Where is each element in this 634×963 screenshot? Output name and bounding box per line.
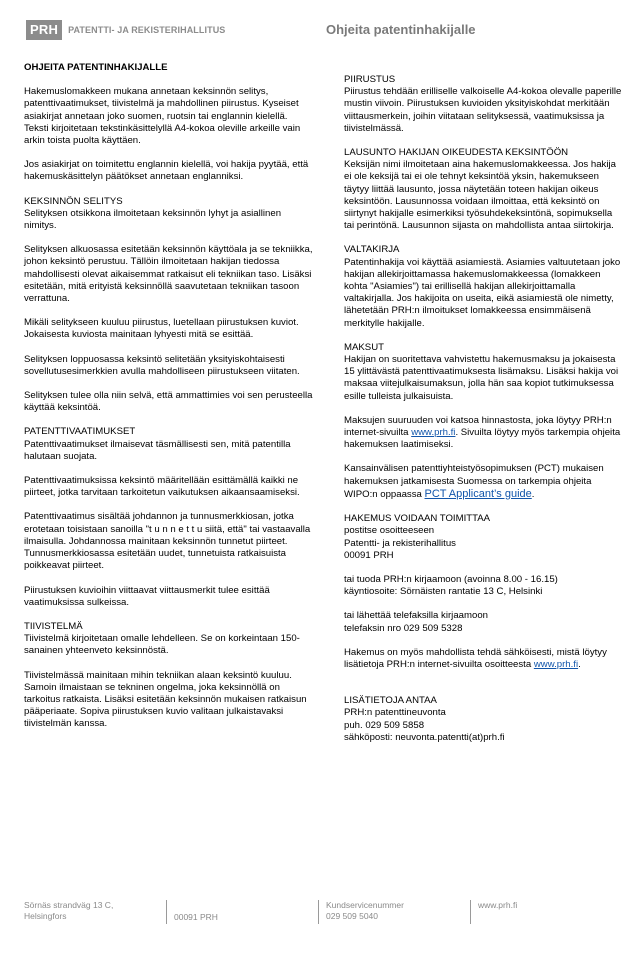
page-header <box>0 0 634 50</box>
section-title-lisatietoja: LISÄTIETOJA ANTAA <box>344 695 437 707</box>
toimittaa-text-4a: Hakemus on myös mahdollista tehdä sähköisesti, mistä löytyy lisätietoja PRH:n internet-sivuilta osoitteesta <box>344 646 607 670</box>
section-title-piirustus: PIIRUSTUS <box>344 74 396 85</box>
footer-divider <box>470 900 471 924</box>
lisatietoja-contact: PRH:n patenttineuvonta puh. 029 509 5858 sähköposti: neuvonta.patentti(at)prh.fi <box>344 707 505 743</box>
lausunto-paragraph: Keksijän nimi ilmoitetaan aina hakemuslomakkeessa. Jos hakija ei ole keksijä tai ei ole tehnyt keksintöä yksin, hakemukseen täytyy liittää lausunto, jossa näytetään toteen hakijan oikeus keksintöön. Lausunnossa voidaan ilmoittaa, että keksintö on siirtynyt hakijalle esimerkiksi työsuhdekeksintönä, sopimuksella tai perintönä. Lausunnon sijasta on mahdollista antaa siirtokirja. <box>344 159 616 232</box>
footer-address: Sörnäs strandväg 13 C, Helsingfors <box>24 900 114 921</box>
maksut-text-2a: Maksujen suuruuden voi katsoa hinnastosta, joka löytyy PRH:n internet-sivuilta <box>344 414 612 439</box>
selitys-paragraph-3: Mikäli selitykseen kuuluu piirustus, luetellaan piirustuksen kuviot. Jokaisesta kuviosta mainitaan lyhyesti mitä se esittää. <box>24 317 299 341</box>
prh-logo <box>26 20 225 40</box>
section-title-selitys: KEKSINNÖN SELITYS <box>24 195 123 207</box>
main-heading: OHJEITA PATENTINHAKIJALLE <box>24 62 168 73</box>
tiivistelma-paragraph-2: Tiivistelmässä mainitaan mihin tekniikan alaan keksintö kuuluu. Samoin ilmaistaan se tekninen ongelma, joka keksinnöllä on tarkoitus ratkaista. Lisäksi esitetään keksinnön mukaisen ratkaisun pääperiaate. Sopiva piirustuksen kuvio valitaan julkaistavaksi tiivistelmän kanssa. <box>24 669 307 730</box>
right-column <box>344 74 624 756</box>
section-maksut <box>344 342 624 501</box>
left-column <box>24 62 314 743</box>
section-valtakirja <box>344 244 624 329</box>
piirustus-paragraph: Piirustus tehdään erilliselle valkoiselle A4-kokoa olevalle paperille mustin viivoin. Piirustuksen kuvioiden yksityiskohdat merkitään viittausmerkein, joihin viitataan selityksessä, vaatimuksissa ja tiivistelmässä. <box>344 86 622 134</box>
maksut-text-3b: . <box>531 488 535 500</box>
valtakirja-paragraph: Patentinhakija voi käyttää asiamiestä. Asiamies valtuutetaan joko hakijan allekirjoittamassa hakemuslomakkeessa (lomakkeen kohta "Asiamies") tai erillisellä hakijan allekirjoittamalla valtakirjalla. Jos hakijoita on useita, eikä asiamiestä ole nimetty, lähetetään PRH:n ilmoitukset lomakkeessa ensimmäisenä merkitylle hakijalle. <box>344 256 621 329</box>
vaatimukset-paragraph-4: Piirustuksen kuvioihin viittaavat viittausmerkit tulee esittää vaatimuksissa sulkeissa. <box>24 584 270 608</box>
vaatimukset-paragraph-2: Patenttivaatimuksissa keksintö määritellään esittämällä kaikki ne piirteet, jotka tarvitaan tarkoitetun vaikutuksen aikaansaamiseksi. <box>24 475 300 499</box>
vaatimukset-paragraph-1: Patenttivaatimukset ilmaisevat täsmällisesti sen, mitä patentilla halutaan suojata. <box>24 438 291 462</box>
toimittaa-text-4b: . <box>578 658 581 670</box>
section-toimittaa <box>344 513 624 671</box>
section-lisatietoja <box>344 695 624 744</box>
selitys-paragraph-4: Selityksen loppuosassa keksintö selitetään yksityiskohtaisesti sovellutusesimerkkien avulla mahdolliseen piirustukseen viitaten. <box>24 353 300 377</box>
toimittaa-electronic <box>344 647 624 671</box>
logo-abbr: PRH <box>26 20 62 40</box>
section-title-lausunto: LAUSUNTO HAKIJAN OIKEUDESTA KEKSINTÖÖN <box>344 147 569 159</box>
tiivistelma-paragraph-1: Tiivistelmä kirjoitetaan omalle lehdelleen. Se on korkeintaan 150-sanainen yhteenveto keksinnöstä. <box>24 633 300 657</box>
page-footer <box>0 900 634 940</box>
footer-service: Kundservicenummer 029 509 5040 <box>326 900 404 921</box>
maksut-paragraph-2 <box>344 415 624 452</box>
intro-paragraph-1: Hakemuslomakkeen mukana annetaan keksinnön selitys, patenttivaatimukset, tiivistelmä ja mahdollinen piirustus. Kyseiset asiakirjat annetaan joko suomen, ruotsin tai englannin kielellä. Teksti kirjoitetaan tekstinkäsittelyllä A4-kokoa oleville arkeille vain arkin toista puolta käyttäen. <box>24 86 301 147</box>
selitys-paragraph-5: Selityksen tulee olla niin selvä, että ammattimies voi sen perusteella käyttää keksintöä. <box>24 390 313 414</box>
section-title-vaatimukset: PATENTTIVAATIMUKSET <box>24 426 136 438</box>
section-title-tiivistelma: TIIVISTELMÄ <box>24 620 83 632</box>
footer-divider <box>318 900 319 924</box>
maksut-paragraph-3 <box>344 463 624 501</box>
section-title-toimittaa: HAKEMUS VOIDAAN TOIMITTAA <box>344 513 491 525</box>
section-title-maksut: MAKSUT <box>344 341 384 353</box>
footer-postal: 00091 PRH <box>174 912 218 922</box>
section-title-valtakirja: VALTAKIRJA <box>344 244 400 256</box>
document-title: Ohjeita patentinhakijalle <box>326 22 476 37</box>
prh-website-link-2[interactable]: www.prh.fi <box>533 658 579 670</box>
prh-website-link[interactable]: www.prh.fi <box>411 427 456 439</box>
intro-paragraph-2: Jos asiakirjat on toimitettu englannin kielellä, voi hakija pyytää, että hakemuskäsittelyn päätökset annetaan englanniksi. <box>24 159 309 183</box>
toimittaa-fax: tai lähettää telefaksilla kirjaamoon telefaksin nro 029 509 5328 <box>344 610 488 634</box>
pct-guide-link[interactable]: PCT Applicant’s guide <box>424 487 532 500</box>
section-lausunto <box>344 147 624 232</box>
maksut-text-3a: Kansainvälisen patenttiyhteistyösopimuksen (PCT) mukaisen hakemuksen jatkamisesta Suomessa on tarkempia ohjeita WIPO:n oppaassa <box>344 463 604 500</box>
vaatimukset-paragraph-3: Patenttivaatimus sisältää johdannon ja tunnusmerkkiosan, jotka erotetaan toisistaan sanoilla "t u n n e t t u siitä, että" tai vastaavalla ilmaisulla. Johdannossa mainitaan keksinnön tunnetut piirteet. Tunnusmerkkiosassa esitetään uudet, tunnetuista ratkaisuista poikkeavat piirteet. <box>24 511 311 572</box>
section-vaatimukset <box>24 426 314 608</box>
footer-divider <box>166 900 167 924</box>
section-selitys <box>24 196 314 415</box>
selitys-paragraph-2: Selityksen alkuosassa esitetään keksinnön käyttöala ja se tekniikka, johon keksintö perustuu. Tällöin ilmoitetaan hakijan tiedossa mahdollisesti olevat aikaisemmat ratkaisut eli tekniikan taso. Lisäksi esitetään, mitä erityistä keksinnöllä saavutetaan tekniikan tasoon verrattuna. <box>24 244 313 305</box>
footer-web: www.prh.fi <box>478 900 518 910</box>
section-tiivistelma <box>24 621 314 731</box>
section-piirustus <box>344 74 624 135</box>
logo-name: PATENTTI- JA REKISTERIHALLITUS <box>68 25 226 35</box>
maksut-paragraph-1: Hakijan on suoritettava vahvistettu hakemusmaksu ja jokaisesta 15 ylittävästä patenttivaatimuksesta lisämaksu. Lisäksi hakija voi maksaa viitejulkaisumaksun, jolla hän saa kopiot tutkimuksessa esille tulleista julkaisuista. <box>344 354 619 402</box>
selitys-paragraph-1: Selityksen otsikkona ilmoitetaan keksinnön lyhyt ja asiallinen nimitys. <box>24 207 282 232</box>
toimittaa-postal-address: postitse osoitteeseen Patentti- ja rekisterihallitus 00091 PRH <box>344 525 456 561</box>
maksut-text-2b: . Sivuilta löytyy myös tarkempia ohjeita hakemuksen laatimiseksi. <box>344 427 621 451</box>
toimittaa-visiting-address: tai tuoda PRH:n kirjaamoon (avoinna 8.00 - 16.15) käyntiosoite: Sörnäisten rantatie 13 C, Helsinki <box>344 573 558 598</box>
